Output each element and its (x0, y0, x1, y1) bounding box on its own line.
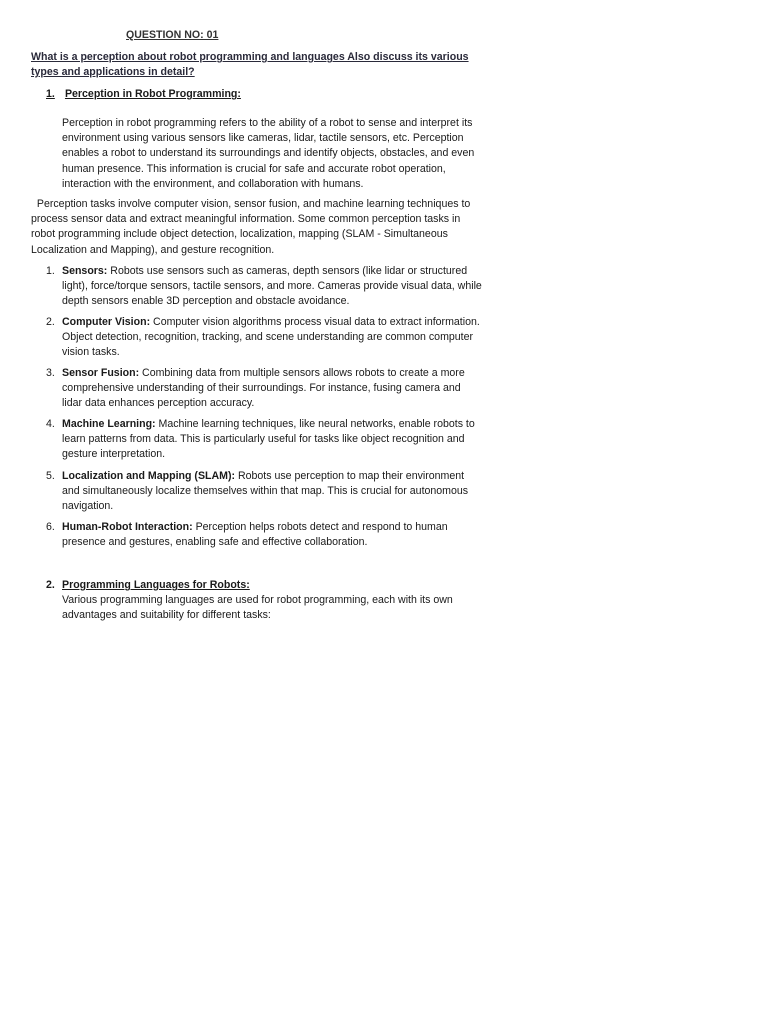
list-item (46, 469, 482, 515)
list-item-text: Computer vision algorithms process visual data to extract information. Object detection, recognition, tracking, and scene understanding are common computer vision tasks. (62, 316, 480, 359)
intro-paragraph-text: Perception tasks involve computer vision, sensor fusion, and machine learning techniques to process sensor data and extract meaningful information. Some common perception tasks in robot programming include object detection, localization, mapping (SLAM - Simultaneous Localization and Mapping), and gesture recognition. (31, 198, 471, 256)
intro-paragraph (31, 197, 483, 258)
section1-number: 1. (46, 88, 55, 100)
list-item-number: 1. (46, 265, 55, 277)
list-item-number: 5. (46, 470, 55, 482)
list-item (46, 417, 482, 463)
section2 (46, 578, 482, 624)
list-item (46, 264, 482, 310)
question-heading: What is a perception about robot programming and languages Also discuss its various types and applications in detail? (31, 51, 469, 79)
list-item (46, 520, 482, 550)
list-item-term: Localization and Mapping (SLAM): (62, 470, 236, 482)
list-item-number: 3. (46, 367, 55, 379)
section2-number: 2. (46, 579, 55, 591)
page-title: QUESTION NO: 01 (126, 29, 219, 41)
list-item-term: Sensor Fusion: (62, 367, 140, 379)
list-item-text: Combining data from multiple sensors allows robots to create a more comprehensive understanding of their surroundings. For instance, fusing camera and lidar data enhances perception accuracy. (62, 367, 465, 410)
list-item-text: Machine learning techniques, like neural networks, enable robots to learn patterns from data. This is particularly useful for tasks like object recognition and gesture interpretation. (62, 418, 475, 461)
list-item-number: 4. (46, 418, 55, 430)
list-item-text: Robots use sensors such as cameras, depth sensors (like lidar or structured light), force/torque sensors, tactile sensors, and more. Cameras provide visual data, while depth sensors enable 3D perception and obstacle avoidance. (62, 265, 482, 308)
list-item-term: Machine Learning: (62, 418, 156, 430)
section1-paragraph: Perception in robot programming refers to the ability of a robot to sense and interpret its environment using various sensors like cameras, lidar, tactile sensors, etc. Perception enables a robot to understand its surroundings and identify objects, obstacles, and even human presence. This information is crucial for safe and accurate robot operation, interaction with the environment, and collaboration with humans. (62, 117, 475, 190)
section1-title: Perception in Robot Programming: (64, 88, 241, 100)
section1-heading (46, 87, 241, 102)
list-item-text: Robots use perception to map their environment and simultaneously localize themselves within that map. This is crucial for autonomous navigation. (62, 470, 469, 513)
list-item (46, 366, 482, 412)
section2-heading: Programming Languages for Robots: (62, 579, 250, 591)
list-item-term: Computer Vision: (62, 316, 151, 328)
list-item-term: Human-Robot Interaction: (62, 521, 193, 533)
list-item-term: Sensors: (62, 265, 108, 277)
list-item (46, 315, 482, 361)
list-item-number: 2. (46, 316, 55, 328)
list-item-number: 6. (46, 521, 55, 533)
section2-paragraph: Various programming languages are used for robot programming, each with its own advantages and suitability for different tasks: (62, 594, 453, 622)
list-item-text: Perception helps robots detect and respond to human presence and gestures, enabling safe and effective collaboration. (62, 521, 448, 549)
